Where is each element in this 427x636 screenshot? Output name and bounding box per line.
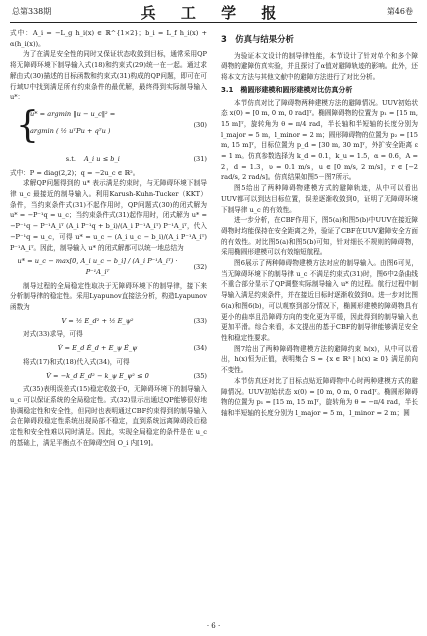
equation-number: (32) [193, 262, 207, 271]
equation-line: argmin ( ½ uᵀPu + qᵀu ) [30, 126, 111, 135]
equation-31 [10, 154, 207, 165]
journal-title: 兵 工 学 报 [140, 4, 287, 22]
paragraph: 图5给出了两种障碍物建模方式的避障轨迹，从中可以看出UUV都可以到达目标位置，误差逐渐收敛到0，证明了无障碍环境下制导律 u_c 的有效性。 [221, 184, 418, 214]
page-number: · 6 · [206, 622, 221, 630]
header-rule [10, 22, 417, 23]
issue-number: 总第338期 [12, 7, 52, 16]
paragraph: 图6展示了两种障碍物建模方法对应的制导输入。由图6可见，当无障碍环境下的制导律 u_c 不满足约束式(31)时，图6中2条曲线不重合部分显示了QP调整实际制导输入 u* 的过程。航行过程中制导输入满足约束条件，并在接近目标时逐渐收敛到0。进一步对比图6(a)和图6(b)，可以观察到部分情况下，椭圆形建模的障碍物具有更小的曲率且沿障碍方向的变化更为平缓，因此得到的制导输入也更加平滑。综合来看，本文提出的基于CBF的制导律能够满足安全性和稳定性要求。 [221, 259, 418, 342]
brace: { [16, 104, 39, 146]
paragraph: 式(35)表明误差式(15)稳定收敛于0，无障碍环境下的制导输入 u_c 可以保证系统的全局稳定性。式(32)显示出通过QP能够很好地协调稳定性和安全性，但同时也表明通过CBF约束得到的制导输入会在障碍段稳定性系统出现局部不稳定，直到系统远离障碍段后稳定性和安全性难以同时满足。因此，实现全局稳定的条件是在 u_c 的基础上，满足平衡点不在障碍空间 O_i 内[19]。 [10, 385, 207, 447]
equation-body: A_i u ≤ b_i [84, 154, 120, 163]
equation-body: V̇ = −k_d E_d² − k_ψ E_ψ² ≤ 0 [46, 371, 149, 380]
paragraph: 为了在满足安全性的同时又保证状态收敛到目标，通常采用QP将无障碍环境下制导输入式(18)和约束式(29)统一在一起。通过求解由式(30)描述的目标函数和约束式(31)构成的QP问题，即可在可行域U中找到满足所有约束条件的最优解，最终得到实际制导输入 u*： [10, 50, 207, 102]
paragraph: 式中：P = diag(2,2)；q = −2u_c ∈ ℝ²。 [10, 168, 140, 177]
left-column [10, 28, 207, 449]
equation-34 [10, 343, 207, 354]
equation-30 [10, 106, 207, 150]
section-heading: 3 仿真与结果分析 [221, 34, 294, 44]
equation-number: (30) [193, 120, 207, 129]
right-column [221, 28, 418, 419]
paragraph: 为验证本文设计的制导律性能，本节设计了针对单个和多个障碍物的避障仿真实验，并且探讨了α值对避障轨迹的影响。此外，还将本文方法与其他文献中的避障方法进行了对比分析。 [221, 51, 418, 82]
equation-body: V = ½ E_d² + ½ E_ψ² [61, 316, 134, 325]
paragraph: 本节仿真还对比了目标点贴近障碍物中心时两种建模方式的避障情况。UUV初始状态 x(0) = [0 m, 0 m, 0 rad]ᵀ。椭圆形障碍物的位置为 p₁ = [15 m, 15 m]ᵀ，旋转角为 θ = −π/4 rad，半长轴和半短轴的长度分别为 l_major = 5 m，l_minor = 2 m；圆 [221, 376, 418, 417]
paragraph: 进一步分析，在CBF作用下，图5(a)和图5(b)中UUV在接近障碍物时均能保持在安全距离之外，验证了CBF在UUV避障安全方面的有效性。对比图5(a)和图5(b)可知，针对细长不规则的障碍物，采用椭圆形建模可以有效缩短航程。 [221, 216, 418, 257]
paragraph: 对式(33)求导，可得 [23, 330, 83, 339]
equation-number: (35) [193, 371, 207, 380]
equation-body: u* = u_c − max[0, A_i u_c − b_i] / (A_i P⁻¹A_iᵀ) · P⁻¹A_iᵀ [17, 257, 178, 276]
equation-line: u* = argmin ‖u − u_c‖² = [30, 109, 116, 118]
paragraph: 本节仿真对比了障碍物两种建模方法的避障情况。UUV初始状态 x(0) = [0 m, 0 m, 0 rad]ᵀ。椭圆障碍物的位置为 p₁ = [15 m, 15 m]ᵀ，旋转角为 θ = π/4 rad，半长轴和半短轴的长度分别为 l_major = 5 m，l_minor = 2 m；圆形障碍物的位置为 p₂ = [15 m, 15 m]ᵀ，目标位置为 p_d = [30 m, 30 m]ᵀ，外扩安全距离 ε = 1 m。仿真参数选择为 k_d = 0.1，k_u = 1.5，α = 0.6，A = 2，d = 1.3，υ = 0.1 m/s，u ∈ [0 m/s, 2 m/s]，r ∈ [−2 rad/s, 2 rad/s]。仿真结果如图5－图7所示。 [221, 98, 418, 182]
paragraph: 制导过程的全局稳定性取决于无障碍环境下的制导律，接下来分析制导律的稳定性。采用Lyapunov直接法分析，构造Lyapunov函数为 [10, 281, 207, 312]
subsection-heading: 3.1 椭圆形建模和圆形建模对比仿真分析 [221, 85, 353, 94]
equation-number: (33) [193, 316, 207, 325]
paragraph: 将式(17)和式(18)代入式(34)，可得 [23, 357, 130, 366]
equation-number: (34) [193, 344, 207, 353]
constraint-label: s.t. [65, 154, 76, 163]
equation-35 [10, 371, 207, 382]
paragraph: 求解QP问题得到的 u* 表示满足约束时，与无障碍环境下制导律 u_c 最接近的制导输入。利用Karush-Kuhn-Tucker（KKT）条件，当约束条件式(31)不起作用时，QP问题式(30)的闭式解为 u* = −P⁻¹q = u_c；当约束条件式(31)起作用时，闭式解为 u* = −P⁻¹q − P⁻¹A_iᵀ (A_i P⁻¹q + b_i)/(A_i P⁻¹A_iᵀ) P⁻¹A_iᵀ，代入 −P⁻¹q = u_c，可得 u* = u_c − (A_i u_c − b_i)/(A_i P⁻¹A_iᵀ) P⁻¹A_iᵀ。因此，制导输入 u* 的闭式解都可以统一地总结为 [10, 179, 207, 252]
paragraph: 图7给出了两种障碍物建模方法的避障约束 h(x)，从中可以看出，h(x)恒为正值，表明集合 S = {x ∈ ℝ³ | h(x) ≥ 0} 满足前向不变性。 [221, 344, 418, 375]
paragraph: 式中：A_i = −L_g h_i(x) ∈ ℝ^{1×2}；b_i = L_f h_i(x) + α(h_i(x))。 [10, 29, 207, 48]
running-header [0, 0, 427, 26]
equation-33 [10, 316, 207, 327]
equation-32 [10, 256, 207, 277]
equation-number: (31) [193, 154, 207, 163]
volume-number: 第46卷 [386, 7, 413, 16]
equation-body: V̇ = E_d Ė_d + E_ψ Ė_ψ [57, 344, 138, 353]
